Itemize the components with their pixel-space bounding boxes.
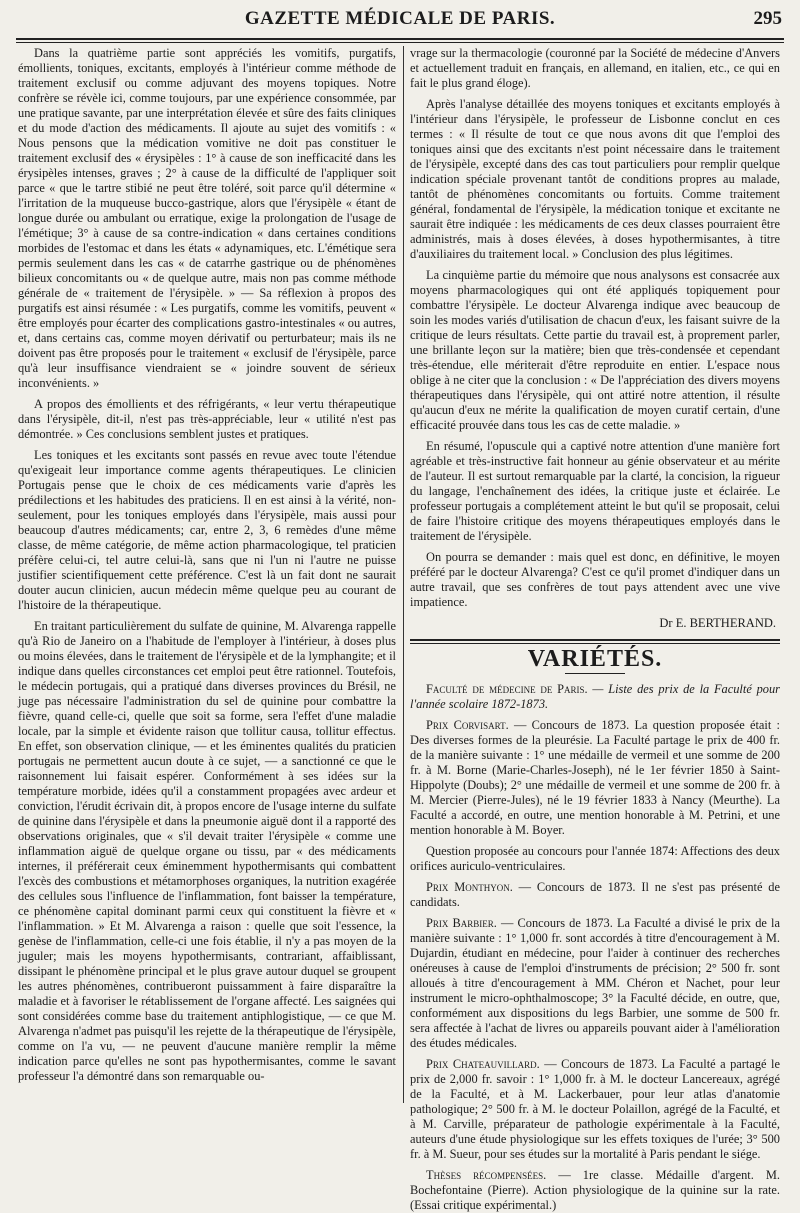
author-signature: Dr E. BERTHERAND. bbox=[659, 616, 776, 630]
section-rule-thin bbox=[410, 643, 780, 644]
faculty-heading bbox=[410, 682, 780, 712]
paragraph: Dans la quatrième partie sont appréciés les vomitifs, purgatifs, émollients, toniques, excitants, employés à l'intérieur comme méthode de traitement exclusif ou comme adjuvant des moyens topiques. Notre confrère se révèle ici, comme toujours, par une expérience consommée, par une pratique savante, par une interprétation élevée et sûre des faits cliniques et du mode d'action des médicaments. Il ajoute au sujet des vomitifs : « Nous pensons que la médication vomitive ne doit pas constituer le traitement exclusif des « érysipèles : 1° à cause de son inefficacité dans les érysipèles intenses, graves ; 2° à cause de la difficulté de l'appliquer soit parce « que le tartre stibié ne peut être toléré, soit parce qu'il détermine « l'irritation de la muqueuse bucco-gastrique, alors que l'érysipèle « étant de longue durée ou ambulant ou erratique, exige la prolongation de l'usage de l'émétique; 3° à cause de sa contre-indication « dans certaines conditions morbides de l'estomac et dans les états « adynamiques, etc. L'émétique sera permis seulement dans les cas « de catarrhe gastrique ou de phénomènes bilieux concomitants ou « de quelque autre, mais non pas comme méthode générale de « traitement de l'érysipèle. » — Sa réflexion à propos des purgatifs est ainsi résumée : « Les purgatifs, comme les vomitifs, peuvent « être employés pour écarter des complications gastro-intestinales « ou autres, et, dans certains cas, comme moyen dérivatif ou perturbateur; mais ils ne doivent pas être proposés pour le traitement « exclusif de l'érysipèle, parce qu'à leur insuffisance viendraient se « joindre souvent de sérieux inconvénients. » bbox=[18, 46, 396, 390]
header-rule-thin bbox=[16, 42, 784, 43]
header-rule bbox=[16, 38, 784, 40]
prize-entry bbox=[410, 718, 780, 838]
paragraph: Les toniques et les excitants sont passés en revue avec toute l'étendue qu'exigeait leur importance comme agents thérapeutiques. Le clinicien Portugais pense que le choix de ces médicaments varie d'après les prédilections et les habitudes des praticiens. Il en est ainsi à la vérité, non-seulement, pour les toniques employés dans l'érysipèle, mais aussi pour beaucoup d'autres médicaments; car, entre 2, 3, 6 remèdes d'une même classe, de même catégorie, de même action pharmacologique, tel praticien préfère celui-ci, tel autre celui-là, sans que ni l'un ni l'autre ne puisse justifier scientifiquement cette préférence. C'est là un fait dont ne saurait douter aucun clinicien, aucun médecin même quelque peu au courant de l'histoire de la thérapeutique. bbox=[18, 448, 396, 612]
left-column bbox=[18, 46, 396, 1103]
prize-entry bbox=[410, 1057, 780, 1162]
prize-text: — Concours de 1873. Il ne s'est pas présenté de candidats. bbox=[410, 880, 780, 909]
prize-entry bbox=[410, 844, 780, 874]
prize-text: — Concours de 1873. La question proposée était : Des diverses formes de la pleurésie. La Faculté partage le prix de 400 fr. de la manière suivante : 1° une médaille de vermeil et une somme de 200 fr. à M. Borne (Marie-Charles-Joseph), né le 1er février 1850 à Saint-Hippolyte (Doubs); 2° une médaille de vermeil et une somme de 200 fr. à M. Mercier (Pierre-Jules), né le 19 février 1833 à Nancy (Meurthe). La Faculté a accordé, en outre, une mention honorable à M. Petrini, et une mention honorable à M. Boyer. bbox=[410, 718, 780, 837]
title-underline bbox=[565, 673, 625, 674]
journal-title: GAZETTE MÉDICALE DE PARIS. bbox=[244, 8, 556, 29]
paragraph: vrage sur la thermacologie (couronné par la Société de médecine d'Anvers et actuellement traduit en français, en allemand, en italien, etc., ce qui en fait le plus grand éloge). bbox=[410, 46, 780, 90]
section-title: VARIÉTÉS. bbox=[527, 646, 663, 672]
section-rule bbox=[410, 639, 780, 641]
prize-text: Question proposée au concours pour l'année 1874: Affections des deux orifices auriculo-ventriculaires. bbox=[410, 844, 780, 873]
page-header bbox=[16, 6, 784, 36]
prize-entry bbox=[410, 880, 780, 910]
prize-name: Prix Monthyon. bbox=[426, 880, 513, 894]
paragraph: A propos des émollients et des réfrigérants, « leur vertu thérapeutique dans l'érysipèle, dit-il, n'est pas très-appréciable, leur « utilité n'est pas démontrée. » Ces conclusions semblent justes et pratiques. bbox=[18, 397, 396, 441]
prize-entry bbox=[410, 1168, 780, 1213]
paragraph: En résumé, l'opuscule qui a captivé notre attention d'une manière fort agréable et très-instructive fait honneur au génie observateur et au mérite de l'auteur. Il est surtout remarquable par la clarté, la concision, la rigueur du langage, l'enchaînement des idées, la critique juste et éclairée. Le professeur portugais a complétement atteint le but qu'il se proposait, celui de faire l'histoire critique des moyens thérapeutiques employés dans le traitement de l'érysipèle. bbox=[410, 439, 780, 543]
faculty-name: Faculté de médecine de Paris. bbox=[426, 682, 588, 696]
prize-name: Prix Chateauvillard. bbox=[426, 1057, 540, 1071]
prize-name: Thèses récompensées. bbox=[426, 1168, 547, 1182]
prize-name: Prix Corvisart. bbox=[426, 718, 509, 732]
page-number: 295 bbox=[753, 8, 782, 29]
paragraph: Après l'analyse détaillée des moyens toniques et excitants employés à l'intérieur dans l'érysipèle, le professeur de Lisbonne conclut en ces termes : « Il résulte de tout ce que nous avons dit que l'emploi des toniques ainsi que des excitants n'est point nécessaire dans le traitement de l'érysipèle, excepté dans des cas tout particuliers pour remplir quelque indication spéciale provenant tantôt de conditions propres au malade, tantôt de phénomènes concomitants ou fortuits. Comme traitement général, fondamental de l'érysipèle, la médication tonique et excitante ne saurait être indiquée : les médicaments de ces deux classes pourraient être administrés, mais à doses élevées, à doses hypothermisantes, à titre d'auxiliaires du traitement local. » Conclusion des plus légitimes. bbox=[410, 97, 780, 261]
prize-text: — Concours de 1873. La Faculté a divisé le prix de la manière suivante : 1° 1,000 fr. sont accordés à titre d'encouragement à M. Dujardin, étudiant en médecine, pour l'aider à continuer des recherches onéreuses à cause de l'emploi d'instruments de précision; 2° 500 fr. sont alloués à titre d'encouragement à MM. Chéron et Nachet, pour leur instrument le micro-ophthalmoscope; 3° la Faculté décide, en outre, que, conformément aux dispositions du legs Barbier, une somme de 500 fr. sera affectée à l'achat de livres ou appareils pouvant aider à l'amélioration des études médicales. bbox=[410, 916, 780, 1050]
right-column bbox=[410, 46, 781, 1212]
paragraph: On pourra se demander : mais quel est donc, en définitive, le moyen préféré par le docteur Alvarenga? C'est ce qu'il promet d'indiquer dans un autre travail, que ses confrères de tout pays attendent avec une vive impatience. bbox=[410, 550, 780, 609]
column-divider bbox=[403, 46, 404, 1103]
prize-text: — 1re classe. Médaille d'argent. M. Bochefontaine (Pierre). Action physiologique de la quinine sur la rate. (Essai critique expérimental.) bbox=[410, 1168, 780, 1212]
prize-name: Prix Barbier. bbox=[426, 916, 497, 930]
paragraph: La cinquième partie du mémoire que nous analysons est consacrée aux moyens pharmacologiques qui ont été appliqués topiquement pour combattre l'érysipèle. Le docteur Alvarenga indique avec beaucoup de soin les modes variés d'utilisation de chacun d'eux, les faisant suivre de la critique de leurs résultats. Cette partie du travail est, à proprement parler, une brillante leçon sur la matière; bien que très-condensée et cependant très-étendue, elle mériterait d'être reproduite en entier. L'espace nous oblige à ne citer que la conclusion : « De l'appréciation des divers moyens thérapeutiques dans l'érysipèle, qui ont attiré notre attention, il résulte qu'aucun d'eux ne mérite la qualification de moyen curatif certain, d'une efficacité prouvée dans tous les cas de cette maladie. » bbox=[410, 268, 780, 432]
prize-entry bbox=[410, 916, 780, 1051]
faculty-subtitle: — Liste des prix de la Faculté pour l'année scolaire 1872-1873. bbox=[410, 682, 781, 711]
prize-text: — Concours de 1873. La Faculté a partagé le prix de 2,000 fr. savoir : 1° 1,000 fr. à M. le docteur Lancereaux, agrégé de la Faculté, et à M. Lackerbauer, pour leur atlas d'anatomie pathologique; 2° 500 fr. à M. le docteur Polaillon, agrégé de la Faculté, et à M. Carville, préparateur de pathologie expérimentale à la Faculté, auteurs d'une étude physiologique sur les effets toxiques de l'urée; 3° 500 fr. à M. Sueur, pour ses études sur la mortalité à Paris pendant le siége. bbox=[410, 1057, 780, 1161]
paragraph: En traitant particulièrement du sulfate de quinine, M. Alvarenga rappelle qu'à Rio de Janeiro on a l'habitude de l'employer à l'intérieur, à doses plus ou moins élevées, dans le traitement de l'érysipèle et de la lymphangite; et il indique dans quelles circonstances cet emploi peut être rationnel. Toutefois, le médecin portugais, qui a pratiqué dans diverses provinces du Brésil, ne juge pas nécessaire l'administration du sel de quinine pour combattre la fièvre, quand celle-ci, quelle que soit sa forme, sera l'effet d'une maladie locale, par la simple et évidente raison que tollitur causa, tollitur effectus. En effet, son observation clinique, — et les éminentes qualités du praticien portugais ne permettent aucun doute à ce sujet, — a sanctionné ce que le raisonnement lui faisait espérer. Conformément à ses idées sur la température morbide, idées qu'il a constamment propagées avec ardeur et conviction, l'érudit écrivain dit, à propos encore de l'usage interne du sulfate de quinine dans l'érysipèle et dans la pneumonie aiguë dont il a rapporté des observations originales, que « s'il devait traiter l'érysipèle « comme une inflammation aiguë de quelque organe ou tissu, par « des médicaments internes, il préférerait ceux éminemment hypothermisants qui combattent l'excès des combustions et métamorphoses organiques, la nutrition exagérée des cellules sous l'influence de l'inflammation, font baisser la température, ce phénomène capital dominant parmi ceux qui constituent la fièvre et « l'inflammation. » Et M. Alvarenga a raison : quelle que soit l'essence, la genèse de l'inflammation, celle-ci une fois établie, il n'y a pas moyen de la juguler; mais les moyens hypothermisants, contrariant, affaiblissant, dissipant le phénomène principal et le plus grave autour duquel se groupent les autres phénomènes, contribueront puissamment à faire disparaître la maladie et à favoriser le rétablissement de l'organe affecté. Les saignées qui sont considérées comme base du traitement antiphlogistique, — ce que M. Alvarenga n'admet pas puisqu'il les rejette de la thérapeutique de l'érysipèle, comme on l'a vu, — ne peuvent d'aucune manière remplir la même indication parce qu'elles ne sont pas hypothermisantes, comme le savant professeur l'a démontré dans son remarquable ou- bbox=[18, 619, 396, 1083]
